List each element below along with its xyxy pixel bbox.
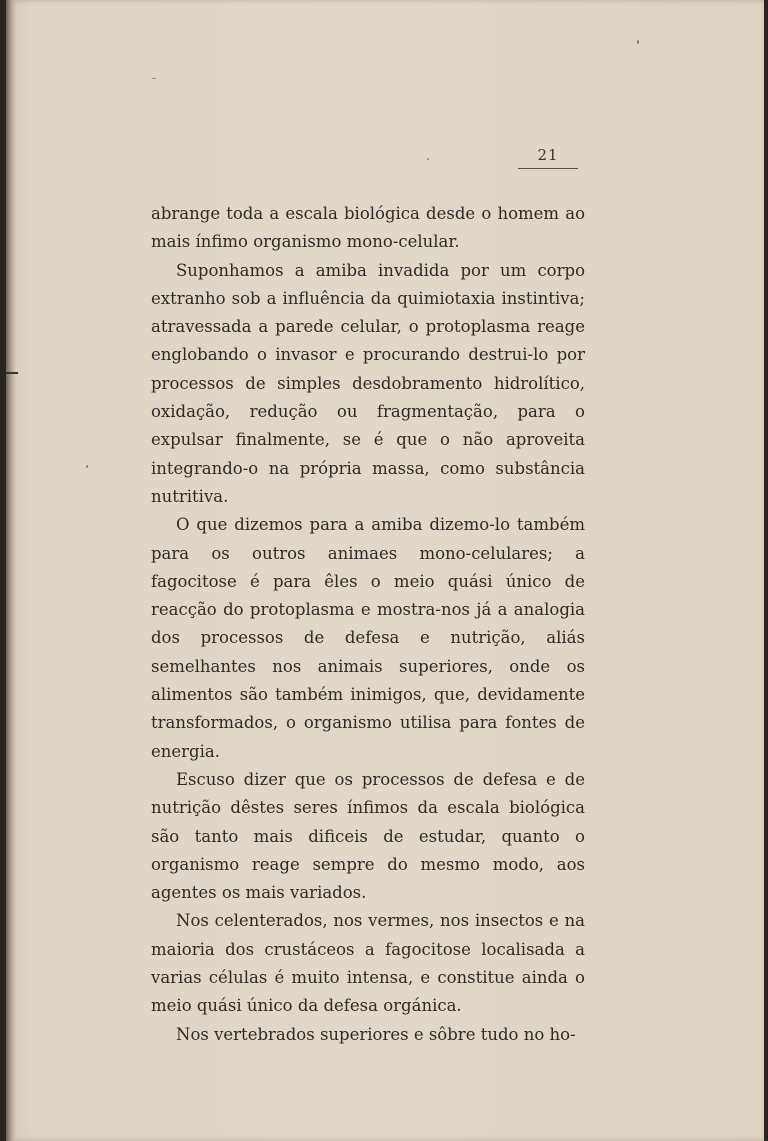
paragraph: Nos celenterados, nos vermes, nos insectos e na maioria dos crustáceos a fagocitose localisada a varias células é muito intensa, e constitue ainda o meio quási único da defesa orgánica. xyxy=(151,911,585,1016)
paragraph: Nos vertebrados superiores e sôbre tudo no ho- xyxy=(176,1024,576,1044)
paper-speck xyxy=(152,78,156,79)
paper-speck xyxy=(86,465,88,468)
paragraph: Escuso dizer que os processos de defesa e de nutrição dêstes seres ínfimos da escala biológica são tanto mais dificeis de estudar, quanto o organismo reage sempre do mesmo modo, aos agentes os mais variados. xyxy=(151,769,585,903)
margin-mark xyxy=(6,372,18,374)
page-number: 21 xyxy=(537,146,559,164)
paragraph: Suponhamos a amiba invadida por um corpo extranho sob a influência da quimiotaxia instintiva; atravessada a parede celular, o protoplasma reage englobando o invasor e procurando destrui-lo por processos de simples desdobramento hidrolítico, oxidação, redução ou fragmentação, para o expulsar finalmente, se é que o não aproveita integrando-o na própria massa, como substância nutritiva. xyxy=(151,260,585,506)
book-page xyxy=(6,0,764,1141)
body-text xyxy=(151,200,585,1049)
page-spine-edge xyxy=(6,0,16,1141)
paper-speck xyxy=(637,40,639,44)
paragraph: O que dizemos para a amiba dizemo-lo também para os outros animaes mono-celulares; a fagocitose é para êles o meio quási único de reacção do protoplasma e mostra-nos já a analogia dos processos de defesa e nutrição, aliás semelhantes nos animais superiores, onde os alimentos são também inimigos, que, devidamente transformados, o organismo utilisa para fontes de energia. xyxy=(151,515,585,761)
paper-speck xyxy=(427,158,429,160)
paragraph: abrange toda a escala biológica desde o homem ao mais ínfimo organismo mono-celular. xyxy=(151,204,585,252)
page-number-rule xyxy=(518,168,578,169)
